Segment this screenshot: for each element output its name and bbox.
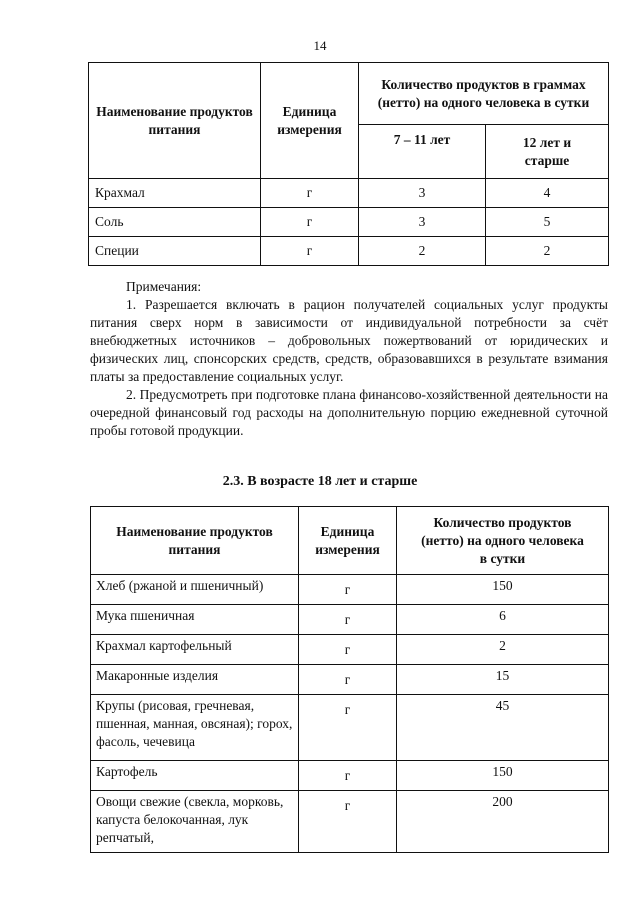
value-age-12-plus: 4 xyxy=(486,179,609,208)
value-age-12-plus: 2 xyxy=(486,237,609,266)
product-name: Картофель xyxy=(91,761,299,791)
notes-block xyxy=(90,278,608,440)
table-row xyxy=(89,208,609,237)
table-row xyxy=(89,237,609,266)
norms-table-children xyxy=(88,62,609,266)
product-quantity: 6 xyxy=(397,605,609,635)
table-row xyxy=(91,791,609,853)
value-age-12-plus: 5 xyxy=(486,208,609,237)
product-unit: г xyxy=(299,761,397,791)
product-unit: г xyxy=(261,179,359,208)
product-name: Соль xyxy=(89,208,261,237)
value-age-7-11: 3 xyxy=(359,208,486,237)
header-quantity: Количество продуктов (нетто) на одного человека в сутки xyxy=(397,507,609,575)
note-item: 1. Разрешается включать в рацион получателей социальных услуг продукты питания сверх норм в зависимости от индивидуальной потребности за счёт внебюджетных источников – добровольных пожертвований от юридических и физических лиц, спонсорских средств, средств, образовавшихся в результате взимания платы за предоставление социальных услуг. xyxy=(90,297,608,384)
table-row xyxy=(91,761,609,791)
product-quantity: 150 xyxy=(397,575,609,605)
product-unit: г xyxy=(299,791,397,853)
product-unit: г xyxy=(299,575,397,605)
table-row xyxy=(91,695,609,761)
header-unit: Единица измерения xyxy=(299,507,397,575)
product-unit: г xyxy=(299,605,397,635)
product-quantity: 150 xyxy=(397,761,609,791)
value-age-7-11: 3 xyxy=(359,179,486,208)
product-name: Крупы (рисовая, гречневая, пшенная, манная, овсяная); горох, фасоль, чечевица xyxy=(91,695,299,761)
product-name: Овощи свежие (свекла, морковь, капуста белокочанная, лук репчатый, xyxy=(91,791,299,853)
product-unit: г xyxy=(299,635,397,665)
product-quantity: 2 xyxy=(397,635,609,665)
product-quantity: 200 xyxy=(397,791,609,853)
product-name: Хлеб (ржаной и пшеничный) xyxy=(91,575,299,605)
product-name: Крахмал xyxy=(89,179,261,208)
table-row xyxy=(91,575,609,605)
table-row xyxy=(89,179,609,208)
product-quantity: 45 xyxy=(397,695,609,761)
value-age-7-11: 2 xyxy=(359,237,486,266)
table-row xyxy=(91,665,609,695)
product-name: Крахмал картофельный xyxy=(91,635,299,665)
norms-table-adults xyxy=(90,506,609,853)
section-title: 2.3. В возрасте 18 лет и старше xyxy=(222,474,418,489)
product-unit: г xyxy=(261,208,359,237)
header-product-name: Наименование продуктов питания xyxy=(91,507,299,575)
header-age-12-plus: 12 лет и старше xyxy=(486,125,609,179)
table-row xyxy=(91,605,609,635)
product-name: Макаронные изделия xyxy=(91,665,299,695)
product-unit: г xyxy=(261,237,359,266)
product-unit: г xyxy=(299,695,397,761)
product-name: Специи xyxy=(89,237,261,266)
page-number: 14 xyxy=(313,38,327,53)
note-item: 2. Предусмотреть при подготовке плана финансово-хозяйственной деятельности на очередной финансовый год расходы на дополнительную порцию ежедневной суточной пробы готовой продукции. xyxy=(90,387,608,438)
product-quantity: 15 xyxy=(397,665,609,695)
notes-title: Примечания: xyxy=(126,279,202,294)
table-row xyxy=(91,635,609,665)
header-age-7-11: 7 – 11 лет xyxy=(359,125,486,179)
header-product-name: Наименование продуктов питания xyxy=(89,63,261,179)
header-quantity: Количество продуктов в граммах (нетто) на одного человека в сутки xyxy=(359,63,609,125)
product-name: Мука пшеничная xyxy=(91,605,299,635)
header-unit: Единица измерения xyxy=(261,63,359,179)
product-unit: г xyxy=(299,665,397,695)
